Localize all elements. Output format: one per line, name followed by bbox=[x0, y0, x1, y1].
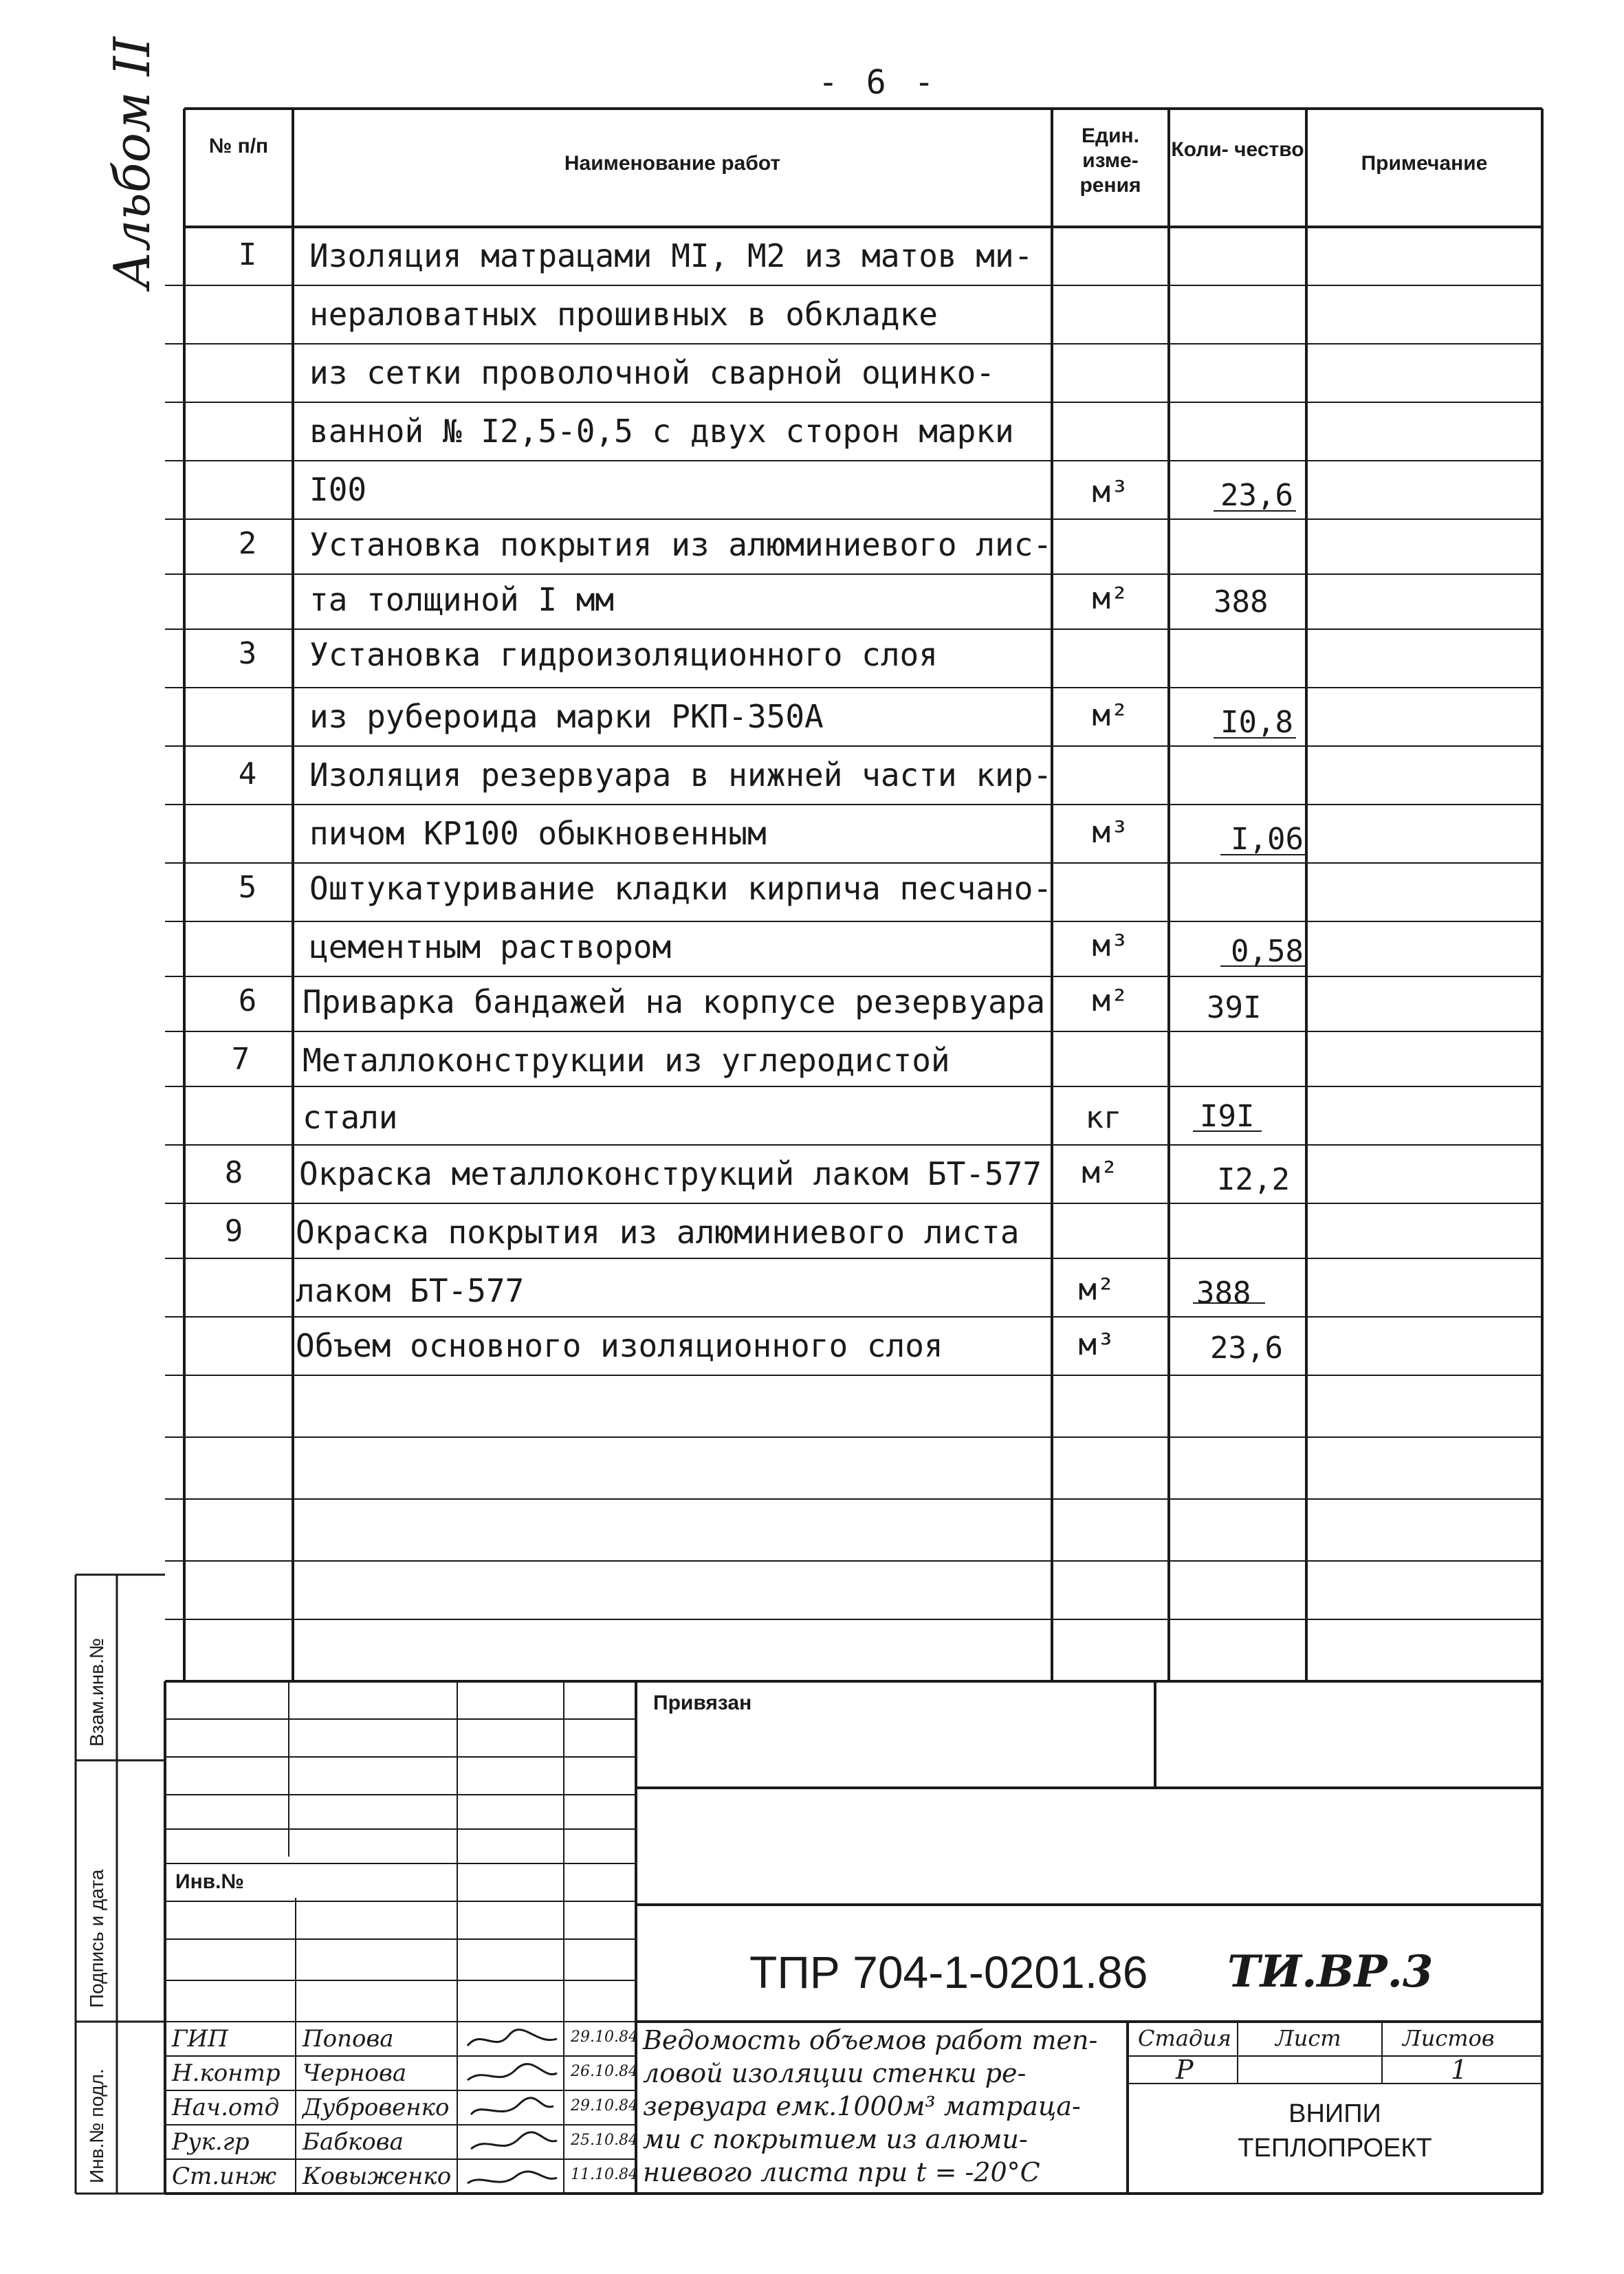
row-line: цементным раствором bbox=[309, 928, 672, 965]
row-line: Оштукатуривание кладки кирпича песчано- bbox=[309, 870, 1053, 907]
row-line: Установка покрытия из алюминиевого лис- bbox=[309, 526, 1053, 563]
row-num: 3 bbox=[238, 636, 257, 671]
row-qty: 0,58 bbox=[1231, 934, 1304, 969]
person-role: Нач.отд bbox=[172, 2094, 280, 2121]
row-line: I00 bbox=[309, 471, 367, 508]
signature-marks bbox=[461, 2025, 564, 2194]
row-qty: 388 bbox=[1196, 1276, 1251, 1311]
title-line: ниевого листа при t = -20°С bbox=[643, 2157, 1040, 2187]
row-num: 2 bbox=[238, 526, 257, 561]
row-qty: I0,8 bbox=[1220, 705, 1293, 740]
row-line: ванной № I2,5-0,5 с двух сторон марки bbox=[309, 413, 1014, 450]
row-line: Окраска покрытия из алюминиевого листа bbox=[296, 1214, 1020, 1251]
person-role: Н.контр bbox=[172, 2059, 281, 2087]
sheet-code: ТИ.ВР.3 bbox=[1227, 1946, 1434, 1998]
row-num: I bbox=[238, 237, 257, 272]
row-unit: м² bbox=[1082, 1155, 1119, 1190]
person-date: 29.10.84 bbox=[571, 2029, 638, 2046]
linked-label: Привязан bbox=[653, 1692, 752, 1714]
row-unit: м² bbox=[1092, 983, 1129, 1018]
row-line: Окраска металлоконструкций лаком БТ-577 bbox=[299, 1155, 1042, 1192]
row-unit: м³ bbox=[1092, 474, 1129, 510]
row-num: 7 bbox=[231, 1042, 250, 1077]
row-qty: 23,6 bbox=[1210, 1331, 1283, 1366]
row-unit: м³ bbox=[1092, 928, 1129, 963]
person-name: Чернова bbox=[303, 2059, 407, 2087]
person-name: Попова bbox=[303, 2025, 394, 2053]
row-line: Объем основного изоляционного слоя bbox=[296, 1327, 943, 1364]
org-name-2: ТЕПЛОПРОЕКТ bbox=[1238, 2134, 1432, 2163]
row-num: 8 bbox=[224, 1155, 243, 1190]
row-unit: м² bbox=[1092, 698, 1129, 733]
inv-label: Инв.№ bbox=[175, 1870, 244, 1893]
row-qty: I2,2 bbox=[1217, 1162, 1290, 1197]
side-label-replace-inv: Взам.инв.№ bbox=[86, 1638, 107, 1747]
person-date: 11.10.84 bbox=[571, 2166, 638, 2183]
row-qty: 23,6 bbox=[1220, 478, 1293, 513]
row-qty: I9I bbox=[1200, 1099, 1255, 1134]
person-date: 29.10.84 bbox=[571, 2097, 638, 2114]
row-unit: м² bbox=[1078, 1272, 1115, 1307]
stage-label: Стадия bbox=[1138, 2025, 1231, 2051]
row-unit: м³ bbox=[1092, 815, 1129, 850]
row-line: Установка гидроизоляционного слоя bbox=[309, 636, 938, 673]
row-line: стали bbox=[303, 1099, 398, 1136]
side-label-orig-inv: Инв.№ подл. bbox=[86, 2068, 107, 2183]
album-label: Альбом II bbox=[103, 36, 161, 289]
header-name: Наименование работ bbox=[564, 152, 781, 175]
row-line: пичом КР100 обыкновенным bbox=[309, 815, 767, 852]
row-line: нераловатных прошивных в обкладке bbox=[309, 296, 938, 333]
title-line: ми с покрытием из алюми- bbox=[643, 2124, 1028, 2154]
row-qty: 388 bbox=[1214, 584, 1269, 620]
title-line: ловой изоляции стенки ре- bbox=[643, 2058, 1027, 2088]
sheets-value: 1 bbox=[1451, 2055, 1468, 2085]
org-name-1: ВНИПИ bbox=[1288, 2099, 1381, 2128]
title-line: Ведомость объемов работ теп- bbox=[643, 2025, 1098, 2055]
row-line: Изоляция матрацами МI, М2 из матов ми- bbox=[309, 237, 1033, 274]
side-label-signature-date: Подпись и дата bbox=[86, 1869, 107, 2008]
title-line: зервуара емк.1000м³ матраца- bbox=[643, 2091, 1081, 2121]
row-line: Приварка бандажей на корпусе резервуара bbox=[303, 983, 1046, 1020]
header-note: Примечание bbox=[1361, 152, 1488, 175]
row-unit: кг bbox=[1085, 1100, 1122, 1135]
person-name: Бабкова bbox=[303, 2128, 404, 2156]
sheets-label: Листов bbox=[1403, 2025, 1495, 2051]
row-line: лаком БТ-577 bbox=[296, 1272, 525, 1309]
header-unit: Един. изме- рения bbox=[1079, 124, 1141, 197]
row-num: 9 bbox=[224, 1214, 243, 1249]
person-name: Дубровенко bbox=[303, 2094, 450, 2121]
page-number: - 6 - bbox=[818, 63, 939, 102]
row-num: 6 bbox=[238, 983, 257, 1018]
row-line: из сетки проволочной сварной оцинко- bbox=[309, 354, 995, 391]
row-qty: I,06 bbox=[1231, 822, 1304, 857]
row-unit: м³ bbox=[1078, 1327, 1115, 1362]
person-role: Ст.инж bbox=[172, 2163, 277, 2190]
row-line: Металлоконструкции из углеродистой bbox=[303, 1042, 950, 1079]
header-qty: Коли- чество bbox=[1171, 138, 1304, 161]
row-unit: м² bbox=[1092, 581, 1129, 616]
row-num: 4 bbox=[238, 756, 257, 791]
person-role: Рук.гр bbox=[172, 2128, 250, 2156]
row-line: Изоляция резервуара в нижней части кир- bbox=[309, 756, 1053, 794]
stage-value: Р bbox=[1176, 2055, 1194, 2085]
sheet-label: Лист bbox=[1275, 2025, 1341, 2051]
doc-code: ТПР 704-1-0201.86 bbox=[749, 1947, 1148, 1998]
row-num: 5 bbox=[238, 870, 257, 905]
person-name: Ковыженко bbox=[303, 2163, 452, 2190]
row-line: из рубероида марки РКП-350А bbox=[309, 698, 824, 735]
row-qty: 39I bbox=[1207, 990, 1262, 1025]
person-date: 26.10.84 bbox=[571, 2063, 638, 2080]
row-line: та толщиной I мм bbox=[309, 581, 615, 618]
person-role: ГИП bbox=[172, 2025, 228, 2053]
header-num: № п/п bbox=[208, 135, 269, 157]
person-date: 25.10.84 bbox=[571, 2132, 638, 2149]
